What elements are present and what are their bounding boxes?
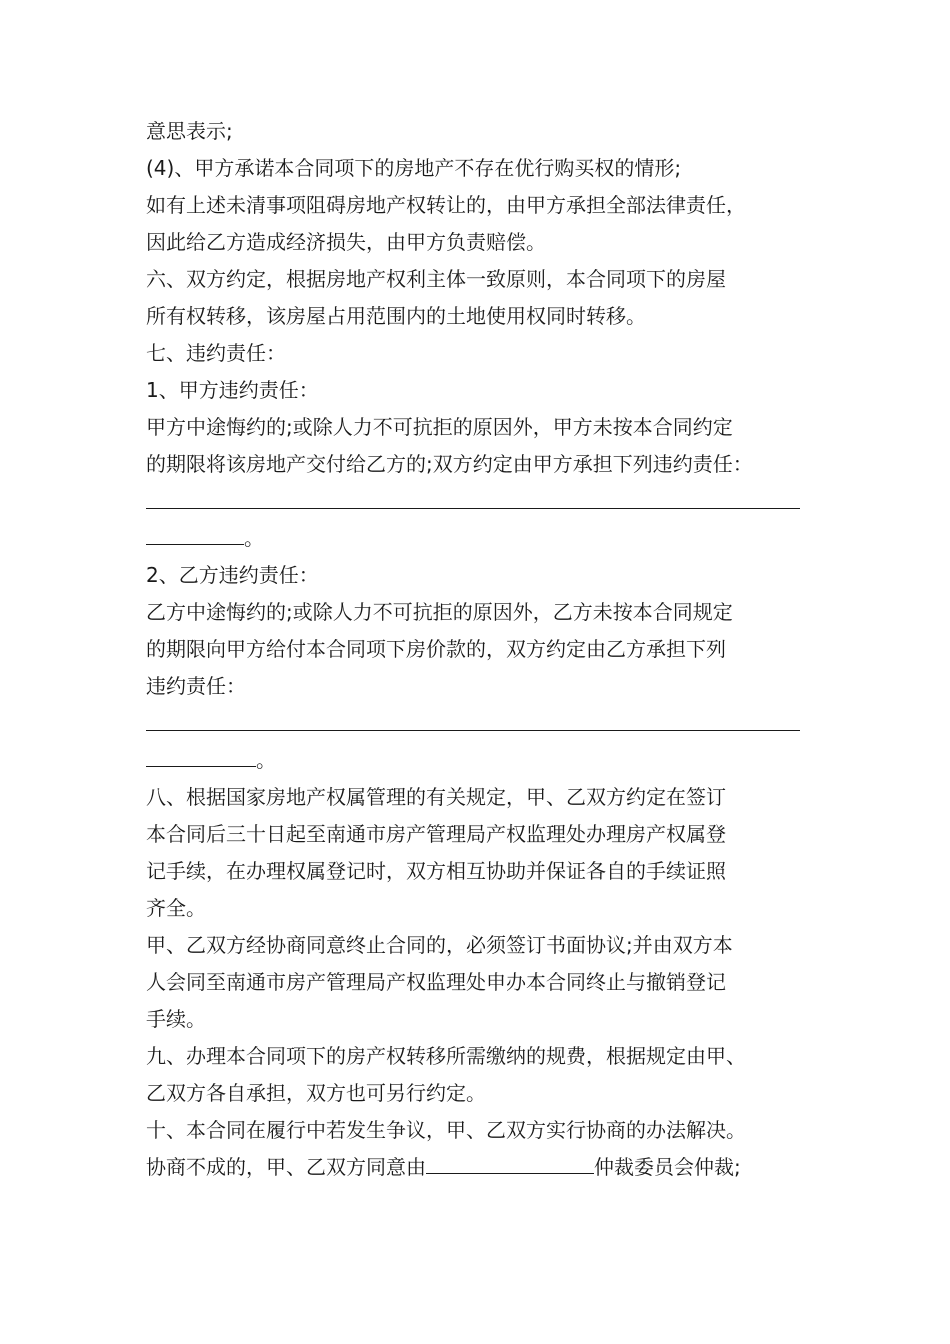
text-line: 乙双方各自承担，双方也可另行约定。 xyxy=(146,1081,486,1105)
text-line: 记手续，在办理权属登记时，双方相互协助并保证各自的手续证照 xyxy=(146,859,726,883)
fill-in-blank xyxy=(146,522,244,545)
text-line: 手续。 xyxy=(146,1007,206,1031)
text-line: 因此给乙方造成经济损失，由甲方负责赔偿。 xyxy=(146,230,546,254)
text-line: 如有上述未清事项阻碍房地产权转让的，由甲方承担全部法律责任， xyxy=(146,193,746,217)
text-line: 违约责任： xyxy=(146,674,246,698)
subsection-heading: 1、甲方违约责任： xyxy=(146,378,319,402)
period-mark: 。 xyxy=(244,526,264,550)
text-line: 乙方中途悔约的;或除人力不可抗拒的原因外，乙方未按本合同规定 xyxy=(146,600,733,624)
text-line: 六、双方约定，根据房地产权利主体一致原则，本合同项下的房屋 xyxy=(146,267,726,291)
text-line: 意思表示; xyxy=(146,119,233,143)
text-line: 本合同后三十日起至南通市房产管理局产权监理处办理房产权属登 xyxy=(146,822,726,846)
text-suffix: 仲裁委员会仲裁; xyxy=(594,1155,741,1179)
fill-in-blank-rule xyxy=(146,483,836,520)
text-line: 甲方中途悔约的;或除人力不可抗拒的原因外，甲方未按本合同约定 xyxy=(146,415,733,439)
fill-in-blank-end xyxy=(146,742,836,779)
fill-in-blank-rule xyxy=(146,705,836,742)
text-line: 人会同至南通市房产管理局产权监理处申办本合同终止与撤销登记 xyxy=(146,970,726,994)
fill-in-blank-end xyxy=(146,520,836,557)
text-line: (4)、甲方承诺本合同项下的房地产不存在优行购买权的情形; xyxy=(146,156,682,180)
text-line-with-blank xyxy=(146,1149,836,1186)
subsection-heading: 2、乙方违约责任： xyxy=(146,563,319,587)
section-heading: 八、根据国家房地产权属管理的有关规定，甲、乙双方约定在签订 xyxy=(146,785,726,809)
text-line: 齐全。 xyxy=(146,896,206,920)
section-heading: 九、办理本合同项下的房产权转移所需缴纳的规费，根据规定由甲、 xyxy=(146,1044,746,1068)
section-heading: 十、本合同在履行中若发生争议，甲、乙双方实行协商的办法解决。 xyxy=(146,1118,746,1142)
text-line: 的期限将该房地产交付给乙方的;双方约定由甲方承担下列违约责任： xyxy=(146,452,753,476)
fill-in-blank xyxy=(146,744,256,767)
text-line: 甲、乙双方经协商同意终止合同的，必须签订书面协议;并由双方本 xyxy=(146,933,733,957)
section-heading: 七、违约责任： xyxy=(146,341,286,365)
fill-in-blank xyxy=(426,1151,594,1174)
text-prefix: 协商不成的，甲、乙双方同意由 xyxy=(146,1155,426,1179)
text-line: 所有权转移，该房屋占用范围内的土地使用权同时转移。 xyxy=(146,304,646,328)
contract-text xyxy=(146,113,836,1186)
text-line: 的期限向甲方给付本合同项下房价款的，双方约定由乙方承担下列 xyxy=(146,637,726,661)
period-mark: 。 xyxy=(256,748,276,772)
